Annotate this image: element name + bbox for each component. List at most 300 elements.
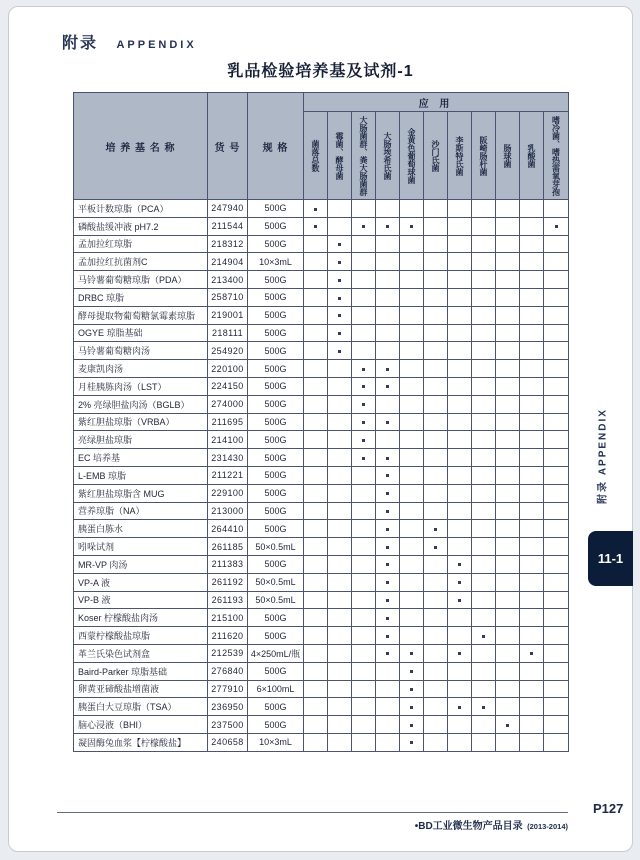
- spec-cell: 10×3mL: [248, 253, 304, 271]
- table-row: [74, 235, 569, 253]
- application-cell: [544, 288, 569, 306]
- application-cell: [496, 502, 520, 520]
- application-dot: [386, 385, 389, 388]
- application-cell: [520, 200, 544, 218]
- application-cell: [352, 377, 376, 395]
- column-header-spec: 规 格: [248, 93, 304, 200]
- application-cell: [496, 591, 520, 609]
- spec-cell: 500G: [248, 324, 304, 342]
- table-row: [74, 680, 569, 698]
- application-cell: [328, 253, 352, 271]
- application-cell: [424, 502, 448, 520]
- table-row: [74, 253, 569, 271]
- application-cell: [352, 342, 376, 360]
- application-dot: [386, 457, 389, 460]
- application-cell: [304, 538, 328, 556]
- app-column-header-label: 嗜冷菌、嗜热需氧芽孢: [551, 115, 561, 196]
- spec-cell: 500G: [248, 395, 304, 413]
- application-cell: [352, 573, 376, 591]
- application-cell: [448, 200, 472, 218]
- catalog-number-cell: 236950: [208, 698, 248, 716]
- application-cell: [496, 235, 520, 253]
- application-cell: [472, 520, 496, 538]
- media-name-cell: 酵母提取物葡萄糖氯霉素琼脂: [74, 306, 208, 324]
- application-cell: [328, 555, 352, 573]
- application-dot: [482, 635, 485, 638]
- application-cell: [472, 377, 496, 395]
- media-name-cell: 胰蛋白胨水: [74, 520, 208, 538]
- media-name-cell: VP-A 液: [74, 573, 208, 591]
- application-cell: [472, 253, 496, 271]
- application-cell: [472, 342, 496, 360]
- application-dot: [410, 688, 413, 691]
- application-cell: [472, 360, 496, 378]
- application-cell: [544, 253, 569, 271]
- application-cell: [472, 698, 496, 716]
- application-cell: [328, 662, 352, 680]
- application-cell: [304, 627, 328, 645]
- media-name-cell: 麦康凯肉汤: [74, 360, 208, 378]
- application-cell: [520, 324, 544, 342]
- application-cell: [424, 431, 448, 449]
- application-cell: [544, 538, 569, 556]
- application-cell: [472, 609, 496, 627]
- catalog-number-cell: 258710: [208, 288, 248, 306]
- catalog-number-cell: 211383: [208, 555, 248, 573]
- application-cell: [496, 644, 520, 662]
- application-cell: [352, 733, 376, 751]
- application-cell: [496, 627, 520, 645]
- application-cell: [472, 235, 496, 253]
- application-cell: [544, 502, 569, 520]
- application-cell: [328, 698, 352, 716]
- application-cell: [376, 253, 400, 271]
- application-cell: [352, 680, 376, 698]
- application-cell: [472, 733, 496, 751]
- application-dot: [458, 599, 461, 602]
- application-cell: [496, 449, 520, 467]
- application-cell: [520, 342, 544, 360]
- application-cell: [544, 306, 569, 324]
- application-cell: [520, 644, 544, 662]
- application-dot: [362, 403, 365, 406]
- application-cell: [496, 609, 520, 627]
- application-cell: [352, 662, 376, 680]
- application-dot: [362, 421, 365, 424]
- application-dot: [386, 599, 389, 602]
- application-cell: [472, 449, 496, 467]
- application-cell: [400, 662, 424, 680]
- sidebar-vertical-label: 附录 APPENDIX: [597, 408, 609, 504]
- media-name-cell: 胰蛋白大豆琼脂（TSA）: [74, 698, 208, 716]
- app-column-header: [448, 112, 472, 200]
- application-cell: [472, 413, 496, 431]
- application-cell: [376, 360, 400, 378]
- application-cell: [496, 288, 520, 306]
- application-cell: [376, 413, 400, 431]
- application-cell: [376, 271, 400, 289]
- application-cell: [376, 520, 400, 538]
- application-cell: [424, 644, 448, 662]
- application-cell: [448, 306, 472, 324]
- application-cell: [424, 342, 448, 360]
- application-cell: [424, 591, 448, 609]
- application-cell: [448, 627, 472, 645]
- application-cell: [304, 395, 328, 413]
- application-cell: [304, 716, 328, 734]
- application-cell: [472, 538, 496, 556]
- spec-cell: 500G: [248, 716, 304, 734]
- media-name-cell: Baird-Parker 琼脂基础: [74, 662, 208, 680]
- application-cell: [472, 306, 496, 324]
- table-row: [74, 306, 569, 324]
- application-dot: [338, 314, 341, 317]
- application-cell: [520, 520, 544, 538]
- application-cell: [328, 324, 352, 342]
- media-name-cell: DRBC 琼脂: [74, 288, 208, 306]
- application-cell: [448, 413, 472, 431]
- application-cell: [400, 538, 424, 556]
- application-cell: [400, 288, 424, 306]
- application-cell: [328, 431, 352, 449]
- spec-cell: 500G: [248, 555, 304, 573]
- application-cell: [424, 716, 448, 734]
- app-column-header: [520, 112, 544, 200]
- table-row: [74, 413, 569, 431]
- application-dot: [555, 225, 558, 228]
- application-cell: [472, 502, 496, 520]
- media-name-cell: MR-VP 肉汤: [74, 555, 208, 573]
- application-cell: [376, 431, 400, 449]
- application-cell: [424, 627, 448, 645]
- application-dot: [386, 563, 389, 566]
- application-cell: [376, 306, 400, 324]
- application-dot: [314, 208, 317, 211]
- application-cell: [328, 609, 352, 627]
- application-cell: [400, 324, 424, 342]
- application-cell: [520, 627, 544, 645]
- application-cell: [328, 733, 352, 751]
- application-cell: [304, 662, 328, 680]
- application-cell: [448, 591, 472, 609]
- application-cell: [352, 431, 376, 449]
- application-cell: [424, 413, 448, 431]
- application-cell: [520, 306, 544, 324]
- application-dot: [410, 225, 413, 228]
- application-dot: [338, 243, 341, 246]
- spec-cell: 4×250mL/瓶: [248, 644, 304, 662]
- application-cell: [328, 520, 352, 538]
- media-name-cell: 亮绿胆盐琼脂: [74, 431, 208, 449]
- application-cell: [424, 680, 448, 698]
- application-dot: [386, 421, 389, 424]
- application-cell: [544, 395, 569, 413]
- application-cell: [400, 360, 424, 378]
- catalog-number-cell: 261192: [208, 573, 248, 591]
- application-dot: [338, 350, 341, 353]
- spec-cell: 500G: [248, 609, 304, 627]
- app-column-header: [376, 112, 400, 200]
- table-row: [74, 698, 569, 716]
- catalog-number-cell: 264410: [208, 520, 248, 538]
- application-cell: [376, 235, 400, 253]
- catalog-number-cell: 213000: [208, 502, 248, 520]
- application-cell: [352, 271, 376, 289]
- spec-cell: 500G: [248, 466, 304, 484]
- application-cell: [376, 324, 400, 342]
- application-cell: [376, 395, 400, 413]
- application-cell: [400, 395, 424, 413]
- spec-cell: 500G: [248, 217, 304, 235]
- media-name-cell: VP-B 液: [74, 591, 208, 609]
- application-cell: [496, 200, 520, 218]
- application-cell: [304, 733, 328, 751]
- catalog-number-cell: 261185: [208, 538, 248, 556]
- application-cell: [448, 324, 472, 342]
- application-cell: [304, 502, 328, 520]
- application-cell: [496, 306, 520, 324]
- application-cell: [376, 217, 400, 235]
- catalog-number-cell: 211544: [208, 217, 248, 235]
- application-dot: [410, 724, 413, 727]
- application-cell: [328, 591, 352, 609]
- application-cell: [448, 484, 472, 502]
- application-cell: [496, 484, 520, 502]
- spec-cell: 500G: [248, 360, 304, 378]
- application-cell: [304, 271, 328, 289]
- application-cell: [472, 662, 496, 680]
- application-cell: [496, 360, 520, 378]
- application-cell: [520, 680, 544, 698]
- application-cell: [400, 466, 424, 484]
- application-cell: [328, 288, 352, 306]
- application-cell: [520, 733, 544, 751]
- application-cell: [448, 466, 472, 484]
- application-dot: [338, 297, 341, 300]
- catalog-number-cell: 218111: [208, 324, 248, 342]
- application-cell: [424, 484, 448, 502]
- application-cell: [520, 466, 544, 484]
- table-row: [74, 360, 569, 378]
- application-dot: [458, 581, 461, 584]
- application-cell: [520, 538, 544, 556]
- application-dot: [362, 457, 365, 460]
- application-dot: [458, 652, 461, 655]
- application-cell: [304, 377, 328, 395]
- application-cell: [352, 716, 376, 734]
- application-cell: [448, 377, 472, 395]
- application-cell: [352, 235, 376, 253]
- application-cell: [424, 200, 448, 218]
- application-cell: [520, 235, 544, 253]
- app-column-header-label: 李斯特氏菌: [455, 135, 464, 176]
- application-cell: [520, 484, 544, 502]
- application-cell: [448, 644, 472, 662]
- application-cell: [352, 217, 376, 235]
- application-cell: [472, 484, 496, 502]
- table-row: [74, 466, 569, 484]
- application-dot: [434, 528, 437, 531]
- application-cell: [472, 271, 496, 289]
- app-column-header: [496, 112, 520, 200]
- application-cell: [496, 342, 520, 360]
- application-cell: [424, 698, 448, 716]
- application-cell: [544, 716, 569, 734]
- application-cell: [544, 449, 569, 467]
- application-cell: [496, 253, 520, 271]
- section-tab-badge: 11-1: [588, 531, 633, 586]
- catalog-number-cell: 219001: [208, 306, 248, 324]
- application-cell: [472, 288, 496, 306]
- application-cell: [400, 342, 424, 360]
- catalog-number-cell: 211620: [208, 627, 248, 645]
- application-cell: [424, 662, 448, 680]
- application-cell: [448, 662, 472, 680]
- media-name-cell: 西蒙柠檬酸盐琼脂: [74, 627, 208, 645]
- media-name-cell: 马铃薯葡萄糖琼脂（PDA）: [74, 271, 208, 289]
- application-cell: [496, 698, 520, 716]
- spec-cell: 500G: [248, 377, 304, 395]
- application-dot: [362, 439, 365, 442]
- catalog-number-cell: 214904: [208, 253, 248, 271]
- application-dot: [338, 279, 341, 282]
- table-row: [74, 644, 569, 662]
- application-cell: [544, 360, 569, 378]
- table-row: [74, 627, 569, 645]
- spec-cell: 500G: [248, 627, 304, 645]
- application-dot: [458, 563, 461, 566]
- application-cell: [544, 413, 569, 431]
- application-cell: [496, 573, 520, 591]
- spec-cell: 500G: [248, 520, 304, 538]
- application-cell: [424, 253, 448, 271]
- app-column-header-label: 霉菌、酵母菌: [335, 131, 344, 180]
- application-cell: [496, 466, 520, 484]
- table-row: [74, 431, 569, 449]
- table-row: [74, 573, 569, 591]
- application-cell: [304, 484, 328, 502]
- application-cell: [400, 306, 424, 324]
- application-cell: [496, 520, 520, 538]
- application-cell: [520, 609, 544, 627]
- application-cell: [544, 644, 569, 662]
- application-cell: [304, 466, 328, 484]
- application-cell: [520, 360, 544, 378]
- media-name-cell: 凝固酶兔血浆【柠檬酸盐】: [74, 733, 208, 751]
- application-cell: [376, 466, 400, 484]
- application-cell: [544, 698, 569, 716]
- application-cell: [520, 271, 544, 289]
- spec-cell: 500G: [248, 288, 304, 306]
- application-cell: [328, 716, 352, 734]
- application-cell: [520, 662, 544, 680]
- application-cell: [352, 253, 376, 271]
- application-cell: [448, 288, 472, 306]
- application-cell: [424, 520, 448, 538]
- application-dot: [386, 474, 389, 477]
- application-cell: [352, 324, 376, 342]
- app-column-header: [544, 112, 569, 200]
- appendix-label-en: APPENDIX: [116, 39, 197, 51]
- app-column-header: [352, 112, 376, 200]
- application-cell: [448, 502, 472, 520]
- spec-cell: 500G: [248, 235, 304, 253]
- application-cell: [424, 377, 448, 395]
- application-cell: [352, 609, 376, 627]
- spec-cell: 500G: [248, 449, 304, 467]
- spec-cell: 500G: [248, 431, 304, 449]
- spec-cell: 500G: [248, 342, 304, 360]
- application-cell: [448, 680, 472, 698]
- application-cell: [520, 395, 544, 413]
- table-row: [74, 609, 569, 627]
- application-cell: [328, 538, 352, 556]
- application-dot: [386, 546, 389, 549]
- application-cell: [496, 413, 520, 431]
- application-cell: [352, 288, 376, 306]
- application-cell: [328, 377, 352, 395]
- media-name-cell: 磷酸盐缓冲液 pH7.2: [74, 217, 208, 235]
- application-cell: [472, 644, 496, 662]
- media-name-cell: 脑心浸液（BHI）: [74, 716, 208, 734]
- application-cell: [376, 591, 400, 609]
- app-column-header-label: 沙门氏菌: [431, 139, 440, 172]
- media-name-cell: 营养琼脂（NA）: [74, 502, 208, 520]
- application-cell: [304, 342, 328, 360]
- application-cell: [400, 377, 424, 395]
- application-cell: [304, 200, 328, 218]
- catalog-number-cell: 254920: [208, 342, 248, 360]
- application-cell: [400, 200, 424, 218]
- application-cell: [304, 324, 328, 342]
- application-cell: [328, 306, 352, 324]
- column-header-media-name: 培 养 基 名 称: [74, 93, 208, 200]
- application-cell: [400, 449, 424, 467]
- application-cell: [472, 555, 496, 573]
- application-cell: [376, 716, 400, 734]
- application-cell: [328, 413, 352, 431]
- application-cell: [472, 680, 496, 698]
- application-cell: [400, 253, 424, 271]
- application-cell: [328, 217, 352, 235]
- application-cell: [544, 324, 569, 342]
- application-cell: [400, 271, 424, 289]
- media-name-cell: 紫红胆盐琼脂含 MUG: [74, 484, 208, 502]
- application-cell: [544, 342, 569, 360]
- application-cell: [352, 520, 376, 538]
- application-cell: [352, 360, 376, 378]
- application-cell: [304, 235, 328, 253]
- catalog-number-cell: 229100: [208, 484, 248, 502]
- app-column-header: [304, 112, 328, 200]
- table-row: [74, 520, 569, 538]
- app-column-header-label: 菌落总数: [311, 139, 320, 172]
- application-cell: [352, 502, 376, 520]
- spec-cell: 6×100mL: [248, 680, 304, 698]
- application-cell: [376, 342, 400, 360]
- application-cell: [352, 200, 376, 218]
- application-dot: [530, 652, 533, 655]
- application-cell: [328, 200, 352, 218]
- application-cell: [328, 235, 352, 253]
- application-cell: [544, 627, 569, 645]
- application-cell: [376, 644, 400, 662]
- application-cell: [496, 217, 520, 235]
- application-cell: [448, 235, 472, 253]
- application-cell: [328, 484, 352, 502]
- application-cell: [496, 555, 520, 573]
- application-cell: [400, 716, 424, 734]
